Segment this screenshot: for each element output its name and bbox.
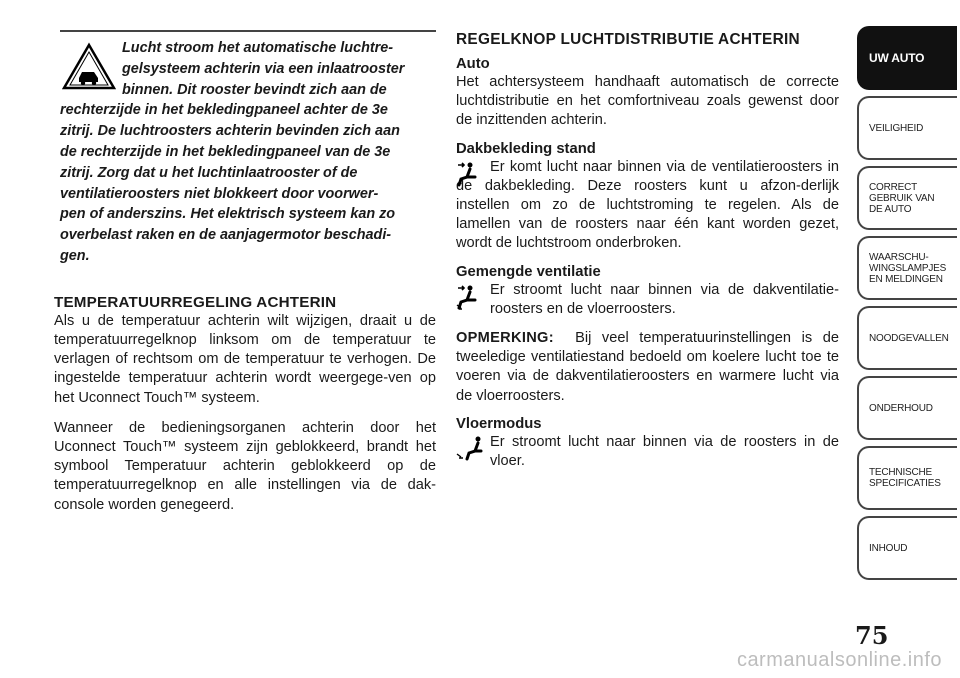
bilevel-mode-icon <box>456 283 486 313</box>
warning-triangle-car-icon <box>62 42 116 90</box>
body-paragraph: Er stroomt lucht naar binnen via de dakventilatie-roosters en de vloerroosters. <box>490 281 839 317</box>
subheading-floor: Vloermodus <box>456 415 542 432</box>
tab-uw-auto[interactable]: UW AUTO <box>857 26 957 90</box>
section-heading: REGELKNOP LUCHTDISTRIBUTIE ACHTERIN <box>456 31 800 48</box>
warning-box <box>60 30 436 267</box>
tab-correct-gebruik[interactable]: CORRECT GEBRUIK VAN DE AUTO <box>857 166 957 230</box>
warning-line: pen of anderszins. Het elektrisch systeem kan zo <box>60 206 396 223</box>
watermark: carmanualsonline.info <box>736 649 942 671</box>
subheading-dak: Dakbekleding stand <box>456 140 596 157</box>
tab-onderhoud[interactable]: ONDERHOUD <box>857 376 957 440</box>
warning-line: ventilatieroosters niet blokkeert door voorwer- <box>60 185 379 202</box>
mix-mode-block <box>456 281 839 319</box>
body-paragraph: Er stroomt lucht naar binnen via de roosters in de vloer. <box>490 433 839 470</box>
subheading-auto: Auto <box>456 56 490 72</box>
panel-vent-mode-icon <box>456 160 486 190</box>
chapter-tabs <box>857 26 957 586</box>
section-heading: TEMPERATUURREGELING ACHTERIN <box>54 293 337 311</box>
page-number: 75 <box>855 621 889 650</box>
floor-mode-icon <box>456 435 486 465</box>
note-text: Bij veel temperatuurinstellingen is de tweeledige ventilatiestand bedoeld om koelere lucht toe te voeren via de dakventilatieroosters en warmere lucht via de vloerroosters. <box>456 330 840 404</box>
left-column <box>54 30 436 515</box>
warning-line: gen. <box>60 247 90 264</box>
right-column <box>456 30 839 471</box>
body-paragraph: Als u de temperatuur achterin wilt wijzigen, draait u de temperatuurregelknop linksom om de temperatuur te verlagen of rechtsom om de temperatuur te verhogen. De ingestelde temperatuur achterin wordt weergege-ven op het Uconnect Touch™ systeem. <box>54 312 436 406</box>
tab-noodgevallen[interactable]: NOODGEVALLEN <box>857 306 957 370</box>
body-paragraph: Er komt lucht naar binnen via de ventilatieroosters in de dakbekleding. Deze roosters kunt u afzon-derlijk instellen om zo de luchtstroming te regelen. Als de lamellen van de roosters naar één kant worden gezet, wordt de luchtstroom onderbroken. <box>456 158 839 252</box>
tab-technische-specificaties[interactable]: TECHNISCHE SPECIFICATIES <box>857 446 957 510</box>
subheading-mix: Gemengde ventilatie <box>456 263 601 280</box>
tab-inhoud[interactable]: INHOUD <box>857 516 957 580</box>
note-paragraph <box>456 329 839 406</box>
dak-mode-block <box>456 158 839 254</box>
warning-line: binnen. Dit rooster bevindt zich aan de <box>122 81 387 98</box>
warning-line: zitrij. De luchtroosters achterin bevinden zich aan <box>60 123 400 140</box>
warning-line: rechterzijde in het bekledingpaneel achter de 3e <box>60 102 388 119</box>
tab-veiligheid[interactable]: VEILIGHEID <box>857 96 957 160</box>
body-paragraph: Het achtersysteem handhaaft automatisch de correcte luchtdistributie en het comfortniveau zoals gewenst door de inzittenden achterin. <box>456 74 839 129</box>
floor-mode-block <box>456 433 839 471</box>
warning-line: zitrij. Zorg dat u het luchtinlaatrooster of de <box>60 164 358 181</box>
warning-line: gelsysteem achterin via een inlaatrooster <box>122 60 405 77</box>
tab-waarschuwingslampjes[interactable]: WAARSCHU- WINGSLAMPJES EN MELDINGEN <box>857 236 957 300</box>
body-paragraph: Wanneer de bedieningsorganen achterin door het Uconnect Touch™ systeem zijn geblokkeerd, brandt het symbool Temperatuur achterin geblokkeerd op de temperatuurregelknop en alle instellingen via de dak-console worden genegeerd. <box>54 419 436 513</box>
warning-line: de rechterzijde in het bekledingpaneel van de 3e <box>60 143 391 160</box>
note-label: OPMERKING: <box>456 330 554 347</box>
warning-line: Lucht stroom het automatische luchtre- <box>122 40 394 56</box>
warning-line: overbelast raken en de aanjagermotor beschadi- <box>60 227 392 244</box>
